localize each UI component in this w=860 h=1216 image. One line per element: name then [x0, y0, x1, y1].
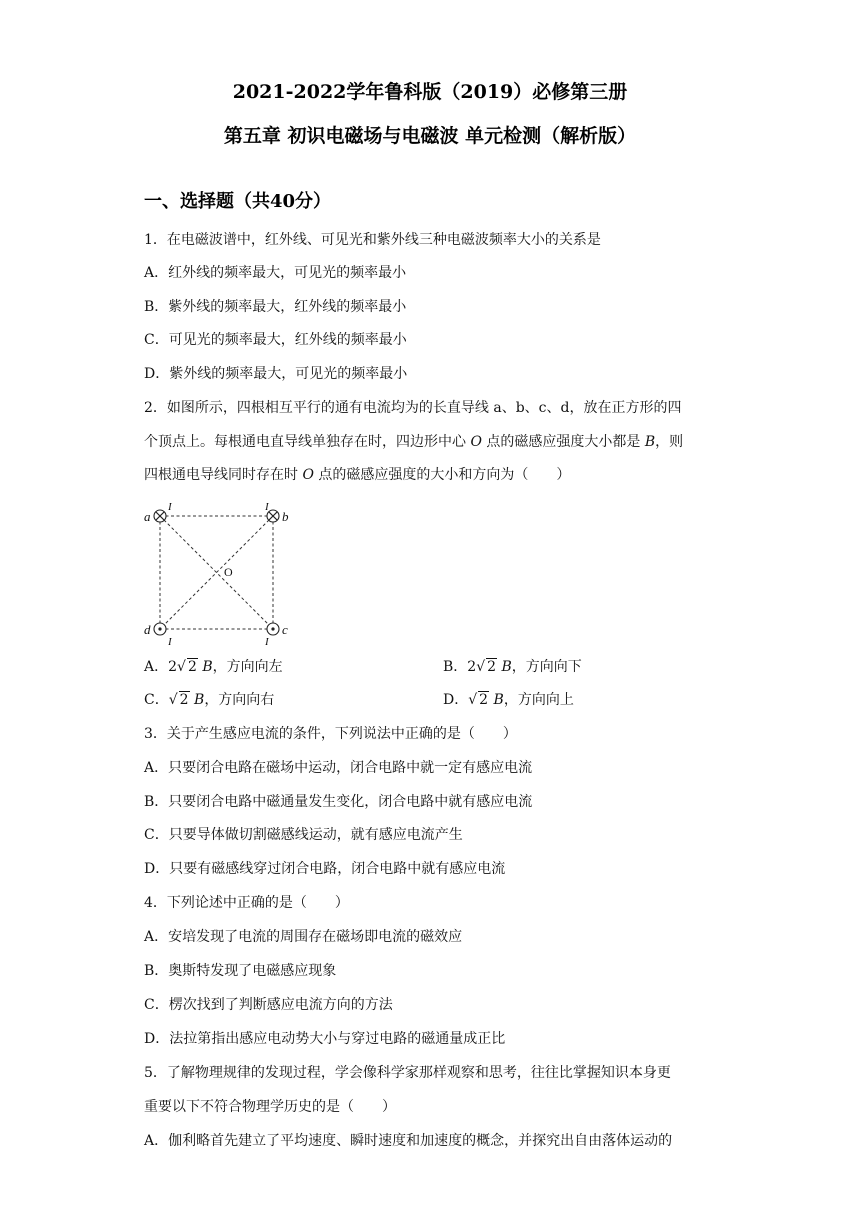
q2-text: 点的磁感应强度大小都是 [481, 434, 645, 450]
var-b: B [493, 692, 504, 708]
q2-option-b [443, 657, 582, 677]
option-prefix: D． [443, 692, 469, 708]
option-text: ，方向向右 [204, 692, 275, 708]
option-prefix: A．2 [144, 659, 178, 675]
q3-option-b: B．只要闭合电路中磁通量发生变化，闭合电路中就有感应电流 [144, 794, 533, 810]
q2-text: ，则 [655, 434, 684, 450]
sqrt-symbol: √ 2 [468, 692, 489, 708]
document-title-line-1: 2021-2022学年鲁科版（2019）必修第三册 [232, 81, 628, 103]
q4-option-d: D．法拉第指出感应电动势大小与穿过电路的磁通量成正比 [144, 1031, 506, 1047]
sqrt-symbol: √ 2 [177, 659, 197, 675]
label-a: a [144, 509, 151, 524]
label-current-a: I [168, 501, 172, 513]
q2-text: 个顶点上。每根通电直导线单独存在时，四边形中心 [144, 434, 471, 450]
q2-text: 四根通电导线同时存在时 [144, 467, 303, 483]
q2-figure-square-wires [140, 498, 300, 648]
radicand: 2 [179, 692, 189, 708]
wire-b-into-page-icon [267, 510, 279, 522]
q3-option-c: C．只要导体做切割磁感线运动，就有感应电流产生 [144, 827, 463, 843]
q1-option-b: B．紫外线的频率最大，红外线的频率最小 [144, 299, 407, 315]
q5-stem-line-2: 重要以下不符合物理学历史的是（ ） [144, 1099, 396, 1115]
label-d: d [144, 622, 151, 637]
q2-option-d [443, 690, 574, 710]
sqrt-symbol: √ 2 [476, 659, 497, 675]
q5-option-a: A．伽利略首先建立了平均速度、瞬时速度和加速度的概念，并探究出自由落体运动的 [144, 1133, 673, 1149]
q2-var-o: O [470, 434, 482, 450]
label-c: c [282, 622, 288, 637]
q4-option-c: C．楞次找到了判断感应电流方向的方法 [144, 997, 393, 1013]
q3-option-a: A．只要闭合电路在磁场中运动，闭合电路中就一定有感应电流 [144, 760, 533, 776]
var-b: B [501, 659, 512, 675]
label-current-b: I [265, 501, 269, 513]
q2-stem-line-3 [144, 465, 570, 485]
radicand: 2 [479, 692, 489, 708]
sqrt-symbol: √ 2 [168, 692, 189, 708]
q2-text: 点的磁感应强度的大小和方向为（ ） [313, 467, 571, 483]
q1-option-c: C．可见光的频率最大，红外线的频率最小 [144, 332, 407, 348]
q4-option-b: B．奥斯特发现了电磁感应现象 [144, 963, 337, 979]
radicand: 2 [487, 659, 497, 675]
q4-option-a: A．安培发现了电流的周围存在磁场即电流的磁效应 [144, 929, 463, 945]
q1-option-d: D．紫外线的频率最大，可见光的频率最小 [144, 366, 408, 382]
option-text: ，方向向左 [212, 659, 283, 675]
q3-stem: 3．关于产生感应电流的条件，下列说法中正确的是（ ） [144, 726, 517, 742]
label-b: b [282, 509, 289, 524]
var-b: B [194, 692, 205, 708]
q2-option-a [144, 657, 283, 677]
q2-option-c [144, 690, 274, 710]
section-heading: 一、选择题（共40分） [144, 191, 332, 212]
option-text: ，方向向上 [503, 692, 574, 708]
label-current-c: I [265, 636, 269, 648]
option-text: ，方向向下 [511, 659, 582, 675]
option-prefix: C． [144, 692, 169, 708]
label-center-o: O [224, 565, 233, 579]
document-title-line-2: 第五章 初识电磁场与电磁波 单元检测（解析版） [223, 125, 637, 147]
var-b: B [202, 659, 213, 675]
q1-option-a: A．红外线的频率最大，可见光的频率最小 [144, 265, 407, 281]
q1-stem: 1．在电磁波谱中，红外线、可见光和紫外线三种电磁波频率大小的关系是 [144, 232, 601, 248]
wire-c-out-of-page-icon [267, 623, 279, 635]
wire-d-out-of-page-icon [154, 623, 166, 635]
q2-var-o: O [302, 467, 314, 483]
q2-stem-line-1: 2．如图所示，四根相互平行的通有电流均为的长直导线 a、b、c、d，放在正方形的四 [144, 400, 682, 416]
label-current-d: I [168, 636, 172, 648]
q5-stem-line-1: 5．了解物理规律的发现过程，学会像科学家那样观察和思考，往往比掌握知识本身更 [144, 1065, 671, 1081]
q4-stem: 4．下列论述中正确的是（ ） [144, 895, 349, 911]
q2-var-b: B [644, 434, 656, 450]
wire-a-into-page-icon [154, 510, 166, 522]
radicand: 2 [187, 659, 197, 675]
option-prefix: B．2 [443, 659, 477, 675]
q3-option-d: D．只要有磁感线穿过闭合电路，闭合电路中就有感应电流 [144, 861, 506, 877]
q2-stem-line-2 [144, 432, 683, 452]
